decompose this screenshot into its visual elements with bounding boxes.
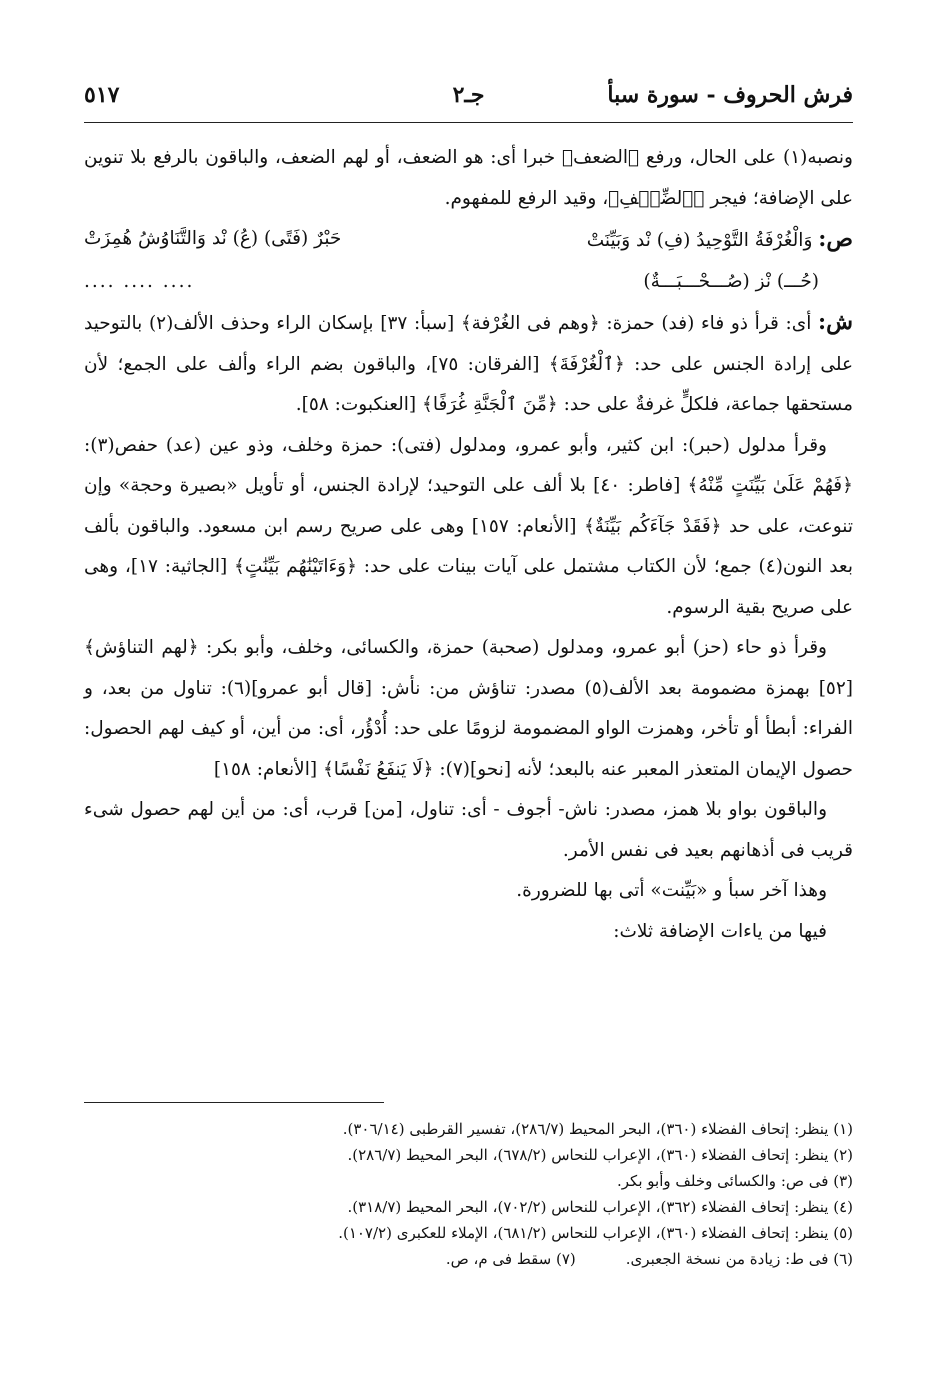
footnote-divider [84, 1102, 384, 1103]
paragraph-7: فيها من ياءات الإضافة ثلاث: [613, 920, 827, 942]
main-text [84, 138, 853, 952]
paragraph-4: وقرأ ذو حاء (حز) أبو عمرو، ومدلول (صحبة) حمزة، والكسائى، وخلف، وأبو بكر: ﴿لهم التناؤش﴾ [٥٢] بهمزة مضمومة بعد الألف(٥) مصدر: تناؤش من: نأش: [قال أبو عمرو](٦): تناول من بعد، و الفراء: أبطأ أو تأخر، وهمزت الواو المضمومة لزومًا على حد: أُدْؤُر، أى: من أين، أو كيف لهم الحصول: حصول الإيمان المتعذر المعبر عنه بالبعد؛ لأنه [نحو](٧): ﴿لَا يَنفَعُ نَفْسًا﴾ [الأنعام: ١٥٨] [84, 637, 854, 780]
page-number: ٥١٧ [84, 82, 120, 108]
footnote-7: (٧) سقط فى م، ص. [445, 1250, 576, 1268]
footnote-3: (٣) فى ص: والكسائى وخلف وأبو بكر. [617, 1172, 853, 1190]
verse-block [84, 219, 853, 302]
verse-hemistich-1: وَالْغُرْفَةُ التَّوْحِيدُ (فِ) نْد وَبَيِّنَتْ [586, 230, 813, 251]
header-title: فرش الحروف - سورة سبأ [607, 82, 853, 108]
footnote-6: (٦) فى ط: زيادة من نسخة الجعبرى. [625, 1250, 853, 1268]
verse-annotation-2: .... .... .... [84, 270, 195, 292]
paragraph-6: وهذا آخر سبأ و «بَيِّنت» أتى بها للضرورة. [516, 880, 827, 901]
verse-line-1 [84, 219, 853, 262]
footnotes [84, 1116, 853, 1272]
footnote-1: (١) ينظر: إتحاف الفضلاء (٣٦٠)، البحر المحيط (٢٨٦/٧)، تفسير القرطبى (٣٠٦/١٤). [342, 1120, 853, 1138]
paragraph-5: والباقون بواو بلا همز، مصدر: ناش- أجوف - أى: تناول، [من] قرب، أى: من أين لهم حصول شىء قريب فى أذهانهم بعيد فى نفس الأمر. [84, 799, 853, 861]
footnote-5: (٥) ينظر: إتحاف الفضلاء (٣٦٠)، الإعراب للنحاس (٦٨١/٢)، الإملاء للعكبرى (١٠٧/٢). [338, 1224, 853, 1242]
paragraph-1: ونصبه(١) على الحال، ورفع ﴿الضعف﴾ خبرا أى: هو الضعف، أو لهم الضعف، والباقون بالرفع بلا تنوين على الإضافة؛ فيجر ﴿ٱلضِّعۡفِ﴾، وقيد الرفع للمفهوم. [84, 147, 853, 209]
verse-label: ص: [818, 226, 853, 252]
header-divider [84, 122, 853, 123]
verse-line-2 [84, 262, 853, 303]
running-header [84, 82, 853, 118]
footnote-row-6-7 [84, 1246, 853, 1272]
footnote-2: (٢) ينظر: إتحاف الفضلاء (٣٦٠)، الإعراب للنحاس (٦٧٨/٢)، البحر المحيط (٢٨٦/٧). [347, 1146, 853, 1164]
paragraph-2: أى: قرأ ذو فاء (فد) حمزة: ﴿وهم فى الغُرْفة﴾ [سبأ: ٣٧] بإسكان الراء وحذف الألف(٢) بالتوحيد على إرادة الجنس على حد: ﴿ٱلْغُرْفَةَ﴾ [الفرقان: ٧٥]، والباقون بضم الراء وألف على الجمع؛ لأن مستحقها جماعة، فلكلٍّ غرفةٌ على حد: ﴿مِّنَ ٱلْجَنَّةِ غُرَفًا﴾ [العنكبوت: ٥٨]. [84, 313, 853, 415]
commentary-paragraph [84, 302, 853, 426]
verse-hemistich-2: حَبْرٌ (فَتًى) (عُ) نْد وَالتَّنَاوُشُ هُمِزَتْ [84, 228, 342, 249]
sharh-label: ش: [818, 309, 854, 335]
paragraph-3: وقرأ مدلول (حبر): ابن كثير، وأبو عمرو، ومدلول (فتى): حمزة وخلف، وذو عين (عد) حفص(٣): ﴿فَهُمْ عَلَىٰ بَيِّنَتٍ مِّنْهُ﴾ [فاطر: ٤٠] بلا ألف على التوحيد؛ لإرادة الجنس، أو تأويل «بصيرة وحجة» وإن تنوعت، على حد ﴿فَقَدْ جَآءَكُم بَيِّنَةٌ﴾ [الأنعام: ١٥٧] وهى على صريح رسم ابن مسعود. والباقون بألف بعد النون(٤) جمع؛ لأن الكتاب مشتمل على آيات بينات على حد: ﴿وَءَاتَيْنَٰهُم بَيِّنَٰتٍ﴾ [الجاثية: ١٧]، وهى على صريح بقية الرسوم. [84, 434, 853, 618]
header-volume: جـ٢ [452, 82, 485, 108]
footnote-4: (٤) ينظر: إتحاف الفضلاء (٣٦٢)، الإعراب للنحاس (٧٠٢/٢)، البحر المحيط (٣١٨/٧). [347, 1198, 853, 1216]
verse-annotation-1: (حُـــ) نْز (صُـــحْـــبَـــةٌ) [643, 270, 819, 292]
